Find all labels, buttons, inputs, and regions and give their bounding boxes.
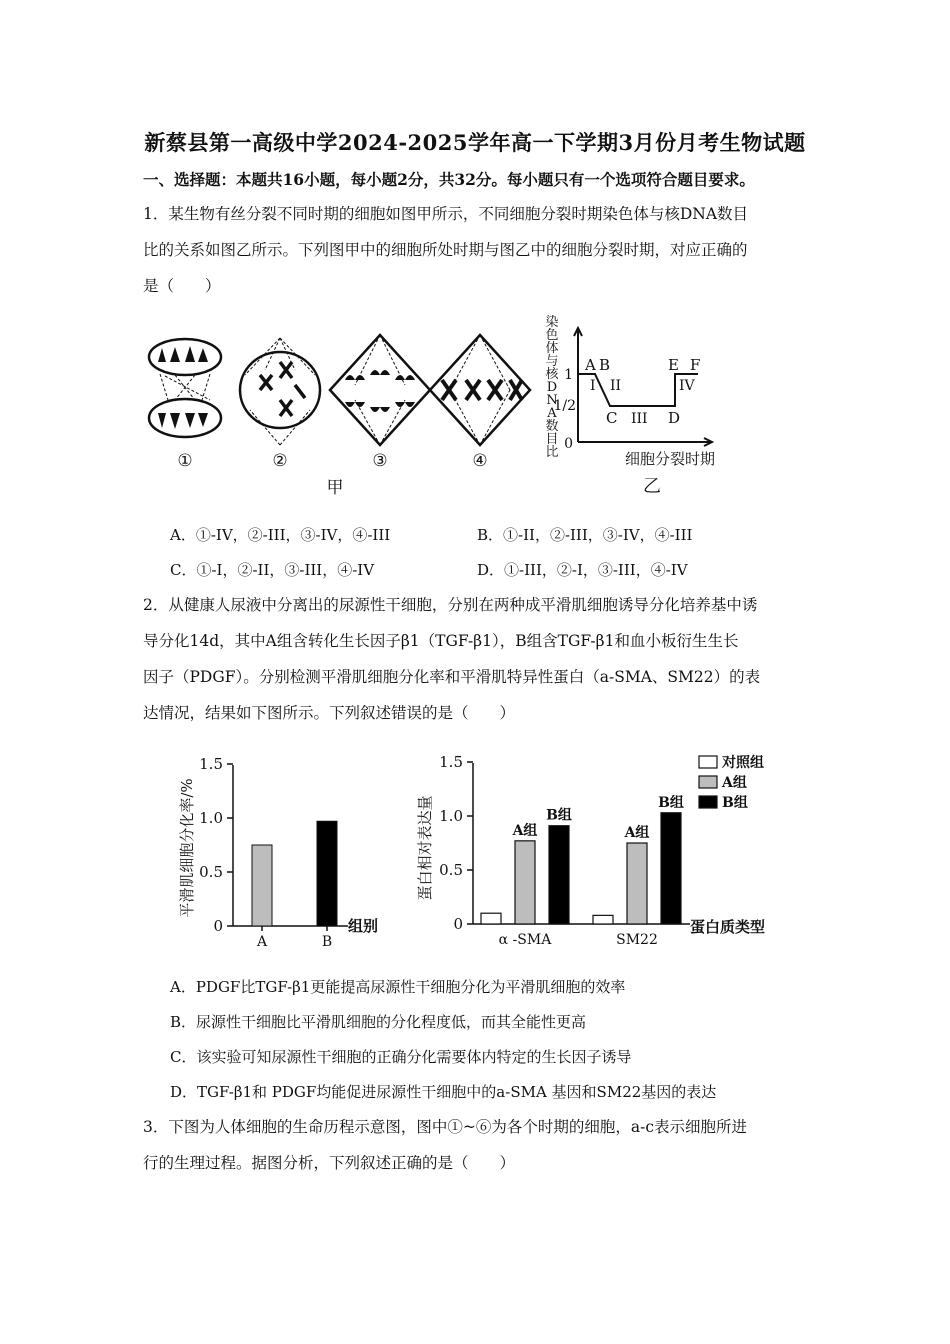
bar-SM22-B组 [661,813,681,924]
question-3-line: 行的生理过程。据图分析，下列叙述正确的是（ ） [143,1154,516,1172]
phase-label: II [610,378,622,394]
bar-B [317,821,337,926]
chart-right-xlabel: 蛋白质类型 [690,918,766,936]
question-2-stem [143,587,813,731]
point-label: A [585,356,596,374]
y-tick-label: 0 [213,917,223,935]
point-label: F [690,356,701,374]
chart-right-ticks [439,753,473,933]
figure-yi-ylabel-char: A [547,406,557,421]
cell-1-diagram [149,339,221,437]
point-label: E [668,356,679,374]
question-2-line: 因子（PDGF）。分别检测平滑肌细胞分化率和平滑肌特异性蛋白（a-SMA、SM22）的表 [143,668,761,686]
legend-label: 对照组 [722,755,764,771]
legend-label: B组 [722,795,748,811]
x-tick-label: A [256,934,268,950]
chart-protein-expression [410,748,795,958]
q2-option-b[interactable]: B．尿源性干细胞比平滑肌细胞的分化程度低，而其全能性更高 [170,1013,587,1031]
question-3-line: 3．下图为人体细胞的生命历程示意图，图中①~⑥为各个时期的细胞，a-c表示细胞所进 [143,1118,748,1136]
bar-α -SMA-对照组 [481,913,501,924]
q2-option-a[interactable]: A．PDGF比TGF-β1更能提高尿源性干细胞分化为平滑肌细胞的效率 [170,978,626,996]
figure-yi-ytick: 1 [564,367,573,383]
cell-3-diagram [330,335,430,445]
x-tick-label: B [321,934,333,950]
cell-2-diagram [240,338,320,445]
q1-option-d[interactable]: D．①-III，②-I，③-III，④-IV [477,561,688,579]
phase-label: III [631,411,648,427]
figure-jia-caption: 甲 [326,478,344,498]
bar-SM22-A组 [627,843,647,924]
cell-label-3: ③ [372,451,388,471]
figure-yi-ytick: 1/2 [553,398,576,414]
cell-label-4: ④ [472,451,488,471]
question-2-line: 导分化14d，其中A组含转化生长因子β1（TGF-β1），B组含TGF-β1和血小板衍生生长 [143,632,739,650]
y-tick-label: 1.0 [439,807,463,825]
bar-α -SMA-B组 [549,826,569,924]
cell-label-2: ② [272,451,288,471]
chart-left-bars [252,821,337,950]
bar-SM22-对照组 [593,915,613,924]
chart-right-bars [481,794,684,948]
bar-A [252,845,272,926]
y-tick-label: 0 [453,915,463,933]
legend-swatch-b [699,796,717,808]
chart-differentiation-rate [170,748,400,958]
chart-left-ylabel: 平滑肌细胞分化率/% [178,778,196,918]
figure-yi-ylabel-char: 数 [545,419,559,434]
bar-data-label: A组 [512,822,538,839]
point-label: B [599,356,611,374]
q1-option-c[interactable]: C．①-I，②-II，③-III，④-IV [170,561,375,579]
chart-left-xlabel: 组别 [348,917,379,935]
chart-right-ylabel: 蛋白相对表达量 [416,795,434,901]
phase-label: IV [679,378,695,394]
x-tick-label: SM22 [616,932,658,948]
bar-α -SMA-A组 [515,841,535,924]
bar-data-label: B组 [546,807,572,824]
figure-yi [540,312,740,502]
figure-yi-xlabel: 细胞分裂时期 [624,450,716,468]
chart-left-ticks [199,755,233,935]
y-tick-label: 0.5 [199,863,223,881]
y-tick-label: 1.5 [199,755,223,773]
question-2-line: 达情况，结果如下图所示。下列叙述错误的是（ ） [143,704,516,722]
page-title: 新蔡县第一高级中学2024-2025学年高一下学期3月份月考生物试题 [144,130,806,155]
figure-yi-ylabel-char: D [546,380,558,395]
question-1-line: 是（ ） [143,277,221,295]
phase-label: I [590,378,596,394]
y-tick-label: 1.0 [199,809,223,827]
q1-option-a[interactable]: A．①-IV，②-III，③-IV，④-III [170,526,391,544]
figure-yi-ylabel-char: 核 [545,367,559,382]
y-tick-label: 0.5 [439,861,463,879]
q2-option-d[interactable]: D．TGF-β1和 PDGF均能促进尿源性干细胞中的a-SMA 基因和SM22基因的表达 [170,1083,717,1101]
figure-jia [140,330,540,500]
question-2-line: 2．从健康人尿液中分离出的尿源性干细胞，分别在两种成平滑肌细胞诱导分化培养基中诱 [143,596,758,614]
section-heading: 一、选择题：本题共16小题，每小题2分，共32分。每小题只有一个选项符合题目要求。 [143,170,755,189]
figure-yi-ylabel-char: 色 [545,328,559,343]
figure-yi-ylabel-char: 目 [545,432,559,447]
cell-label-1: ① [177,451,193,471]
figure-yi-ylabel-char: 染 [545,315,559,330]
question-1-stem [143,196,813,304]
cell-4-diagram [430,335,530,445]
legend-label: A组 [722,775,747,791]
q2-option-c[interactable]: C．该实验可知尿源性干细胞的正确分化需要体内特定的生长因子诱导 [170,1048,632,1066]
figure-yi-caption: 乙 [643,476,661,497]
question-3-stem [143,1109,813,1181]
q1-option-b[interactable]: B．①-II，②-III，③-IV，④-III [477,526,693,544]
figure-yi-ylabel-char: 体 [545,341,559,356]
x-tick-label: α -SMA [498,932,552,948]
bar-data-label: B组 [658,794,684,811]
bar-data-label: A组 [624,825,650,841]
figure-yi-ylabel [545,314,559,460]
legend-swatch-control [699,756,717,768]
figure-yi-ylabel-char: N [546,393,558,408]
legend-swatch-a [699,776,717,788]
figure-yi-ylabel-char: 与 [545,354,559,369]
chart-right-legend [699,754,764,811]
point-label: D [668,409,681,427]
figure-yi-ytick: 0 [564,436,573,452]
question-1-line: 比的关系如图乙所示。下列图甲中的细胞所处时期与图乙中的细胞分裂时期，对应正确的 [143,241,748,259]
figure-yi-ylabel-char: 比 [545,445,559,460]
point-label: C [606,409,618,427]
y-tick-label: 1.5 [439,753,463,771]
question-1-line: 1．某生物有丝分裂不同时期的细胞如图甲所示，不同细胞分裂时期染色体与核DNA数目 [143,205,749,223]
